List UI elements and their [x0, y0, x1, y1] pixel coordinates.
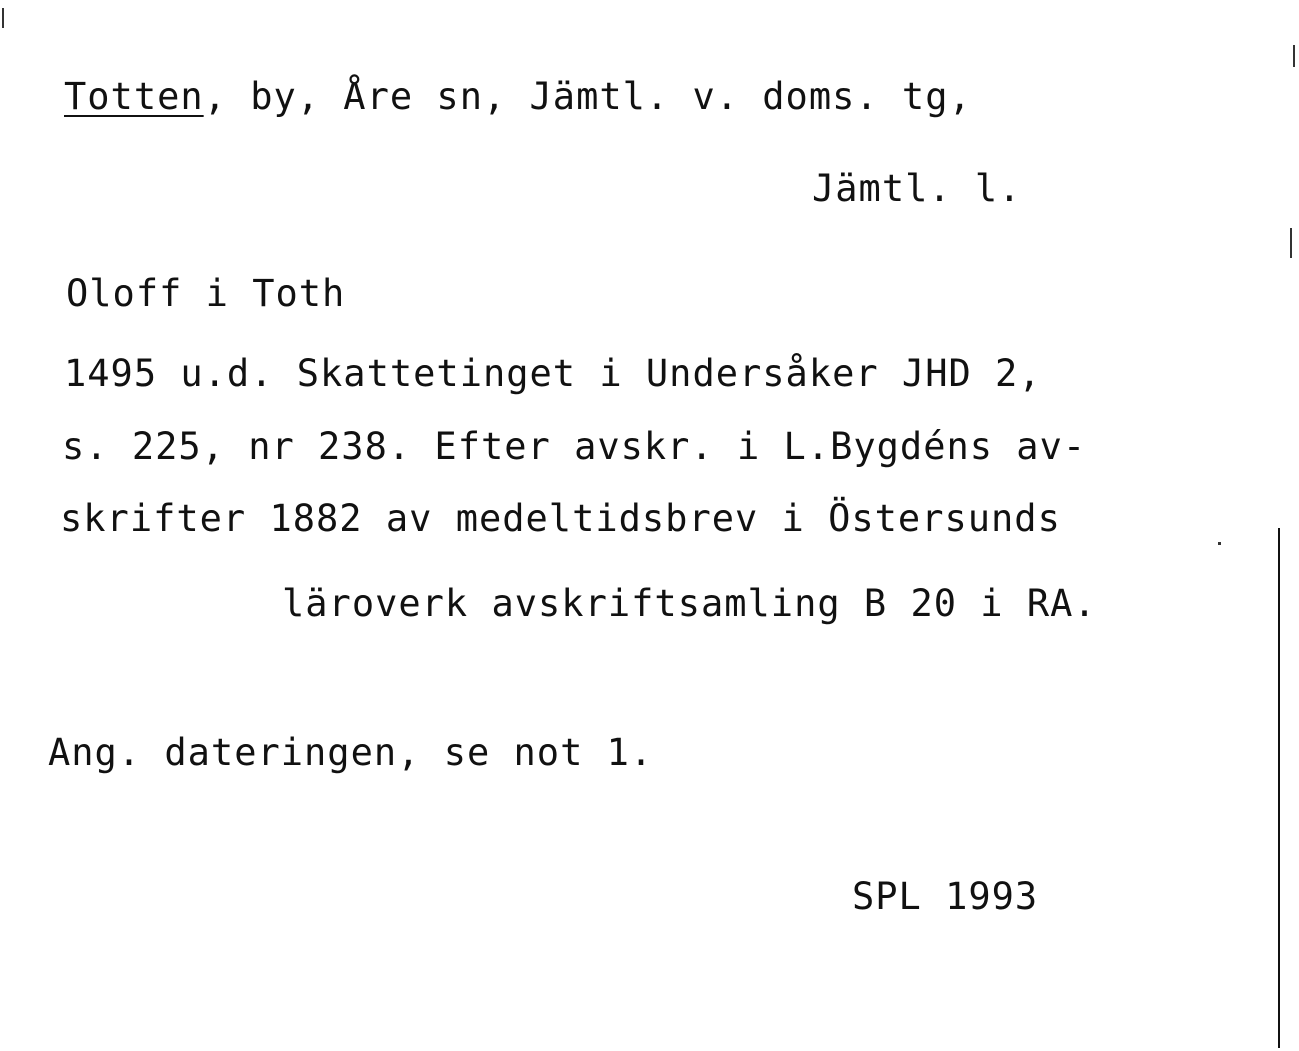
source-line-1: 1495 u.d. Skattetinget i Undersåker JHD 2, [64, 352, 1042, 395]
place-name: Totten [64, 75, 204, 118]
note-line: Ang. dateringen, se not 1. [48, 731, 654, 774]
source-line-3: skrifter 1882 av medeltidsbrev i Östersunds [60, 497, 1061, 540]
source-line-2: s. 225, nr 238. Efter avskr. i L.Bygdéns av- [62, 425, 1087, 468]
heading-line [64, 75, 972, 118]
heading-rest: , by, Åre sn, Jämtl. v. doms. tg, [203, 75, 972, 118]
scan-speck [1293, 45, 1295, 67]
scan-speck [1218, 542, 1221, 545]
signature: SPL 1993 [852, 875, 1039, 918]
card-edge-line [1278, 528, 1280, 1048]
source-line-4: läroverk avskriftsamling B 20 i RA. [282, 582, 1097, 625]
scan-speck [2, 8, 4, 28]
name-form: Oloff i Toth [66, 272, 346, 315]
scan-speck [1290, 228, 1292, 258]
heading-continuation: Jämtl. l. [812, 167, 1022, 210]
